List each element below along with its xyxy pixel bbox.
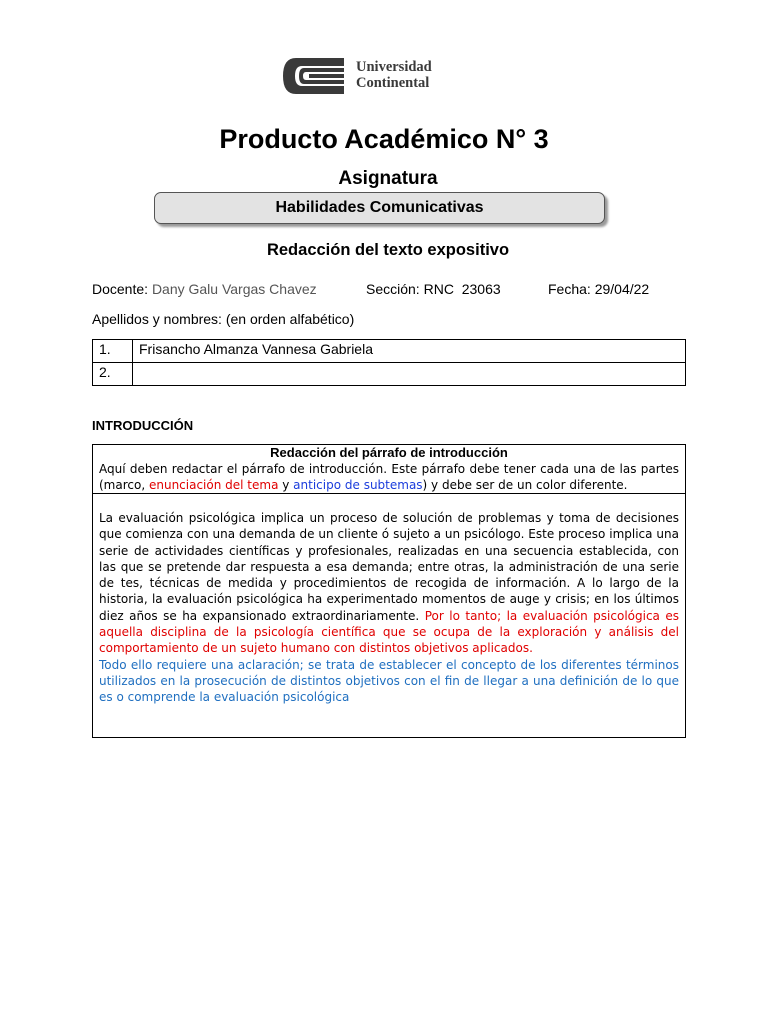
asignatura-label: Asignatura [338, 168, 438, 189]
table-row [93, 363, 686, 386]
student-name [133, 363, 686, 386]
intro-frame-text: La evaluación psicológica implica un proceso de solución de problemas y toma de decisiones que comienza con una demanda de un cliente ó sujeto a un psicólogo. Este proceso implica una serie de actividades científicas y profesionales, realizadas en una secuencia establecida, con las que se pretende dar respuesta a esa demanda; entre otras, la administración de una serie de tes, técnicas de medida y procedimientos de recogida de información. A lo largo de la historia, la evaluación psicológica ha experimentado momentos de auge y crisis; en los últimos diez años se ha expansionado extraordinariamente. [99, 511, 679, 623]
docente-value: Dany Galu Vargas Chavez [151, 281, 317, 297]
intro-box-title: Redacción del párrafo de introducción [270, 445, 508, 460]
fecha-value: 29/04/22 [594, 281, 650, 297]
intro-topic-statement: Por lo tanto; la evaluación psicológica es aquella disciplina de la psicología científica que se ocupa de la exploración y análisis del comportamiento de un sujeto humano con distintos objetivos aplicados. [99, 608, 680, 656]
instruction-blue: anticipo de subtemas [293, 478, 423, 492]
row-number: 1. [93, 340, 133, 363]
table-row [93, 340, 686, 363]
intro-instructions [93, 445, 685, 494]
page-title: Producto Académico N° 3 [219, 124, 549, 154]
instruction-red: enunciación del tema [148, 478, 279, 492]
student-name: Frisancho Almanza Vannesa Gabriela [133, 340, 686, 363]
logo-line-1: Universidad [356, 59, 432, 75]
university-emblem-icon [280, 55, 346, 97]
subject-box: Habilidades Comunicativas [154, 192, 605, 224]
docente-label: Docente: [92, 281, 149, 297]
instruction-text [99, 461, 679, 493]
intro-paragraph [93, 494, 685, 706]
fecha-label: Fecha: [548, 281, 591, 297]
intro-heading: INTRODUCCIÓN [92, 418, 194, 433]
instruction-part: Aquí deben redactar el párrafo de introducción. Este párrafo debe tener cada una de las partes (marco, [99, 462, 679, 492]
intro-subtopics-preview: Todo ello requiere una aclaración; se trata de establecer el concepto de los diferentes términos utilizados en la prosecución de distintos objetivos con el fin de llegar a una definición de lo que es o comprende la evaluación psicológica [99, 657, 679, 705]
instruction-part: ) y debe ser de un color diferente. [422, 478, 628, 492]
instruction-part: y [278, 478, 294, 492]
intro-box [92, 444, 686, 738]
seccion-value: RNC 23063 [423, 281, 501, 297]
seccion-field [366, 281, 501, 297]
topic-heading: Redacción del texto expositivo [266, 241, 510, 259]
fecha-field [548, 281, 649, 297]
docente-field [92, 281, 317, 297]
seccion-label: Sección: [366, 281, 420, 297]
row-number: 2. [93, 363, 133, 386]
university-logo [280, 54, 460, 98]
logo-line-2: Continental [356, 75, 430, 91]
names-label: Apellidos y nombres: (en orden alfabético) [92, 311, 355, 327]
names-table [92, 339, 686, 386]
